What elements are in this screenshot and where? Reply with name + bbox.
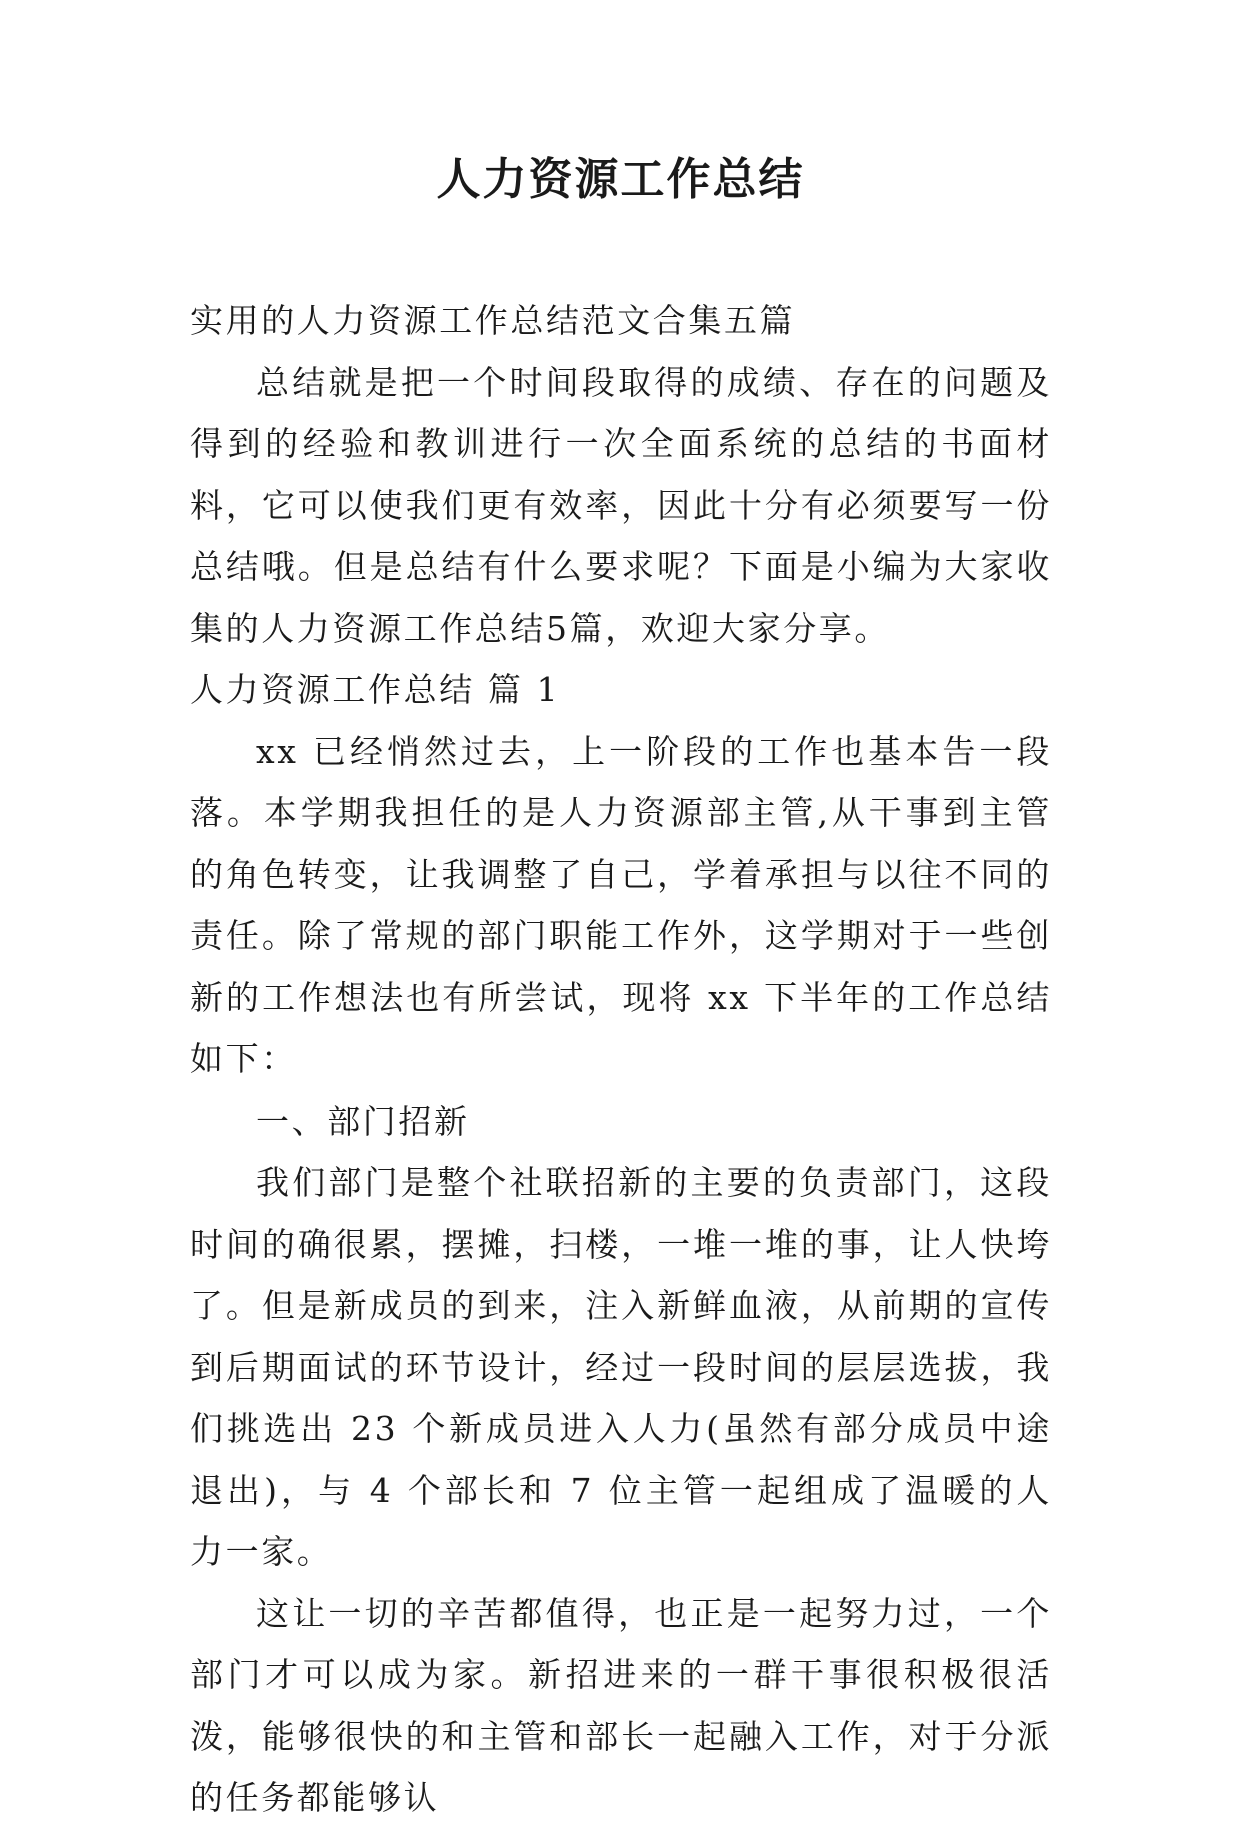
document-subtitle: 实用的人力资源工作总结范文合集五篇	[190, 301, 796, 340]
body-paragraph-3: 这让一切的辛苦都值得，也正是一起努力过，一个部门才可以成为家。新招进来的一群干事很积极很活泼，能够很快的和主管和部长一起融入工作，对于分派的任务都能够认	[190, 1593, 1052, 1817]
body-paragraph-1: xx 已经悄然过去，上一阶段的工作也基本告一段落。本学期我担任的是人力资源部主管,从干事到主管的角色转变，让我调整了自己，学着承担与以往不同的责任。除了常规的部门职能工作外，这学期对于一些创新的工作想法也有所尝试，现将 xx 下半年的工作总结如下：	[190, 731, 1052, 1078]
intro-paragraph: 总结就是把一个时间段取得的成绩、存在的问题及得到的经验和教训进行一次全面系统的总结的书面材料，它可以使我们更有效率，因此十分有必须要写一份总结哦。但是总结有什么要求呢？下面是小编为大家收集的人力资源工作总结5篇，欢迎大家分享。	[190, 362, 1052, 648]
document-body	[190, 290, 1052, 1829]
body-paragraph-2: 我们部门是整个社联招新的主要的负责部门，这段时间的确很累，摆摊，扫楼，一堆一堆的事，让人快垮了。但是新成员的到来，注入新鲜血液，从前期的宣传到后期面试的环节设计，经过一段时间的层层选拔，我们挑选出 23 个新成员进入人力(虽然有部分成员中途退出)，与 4 个部长和 7 位主管一起组成了温暖的人力一家。	[190, 1163, 1052, 1571]
section-heading-recruitment: 一、部门招新	[256, 1101, 470, 1141]
document-title: 人力资源工作总结	[436, 154, 805, 205]
section-title: 人力资源工作总结 篇 1	[190, 670, 561, 709]
